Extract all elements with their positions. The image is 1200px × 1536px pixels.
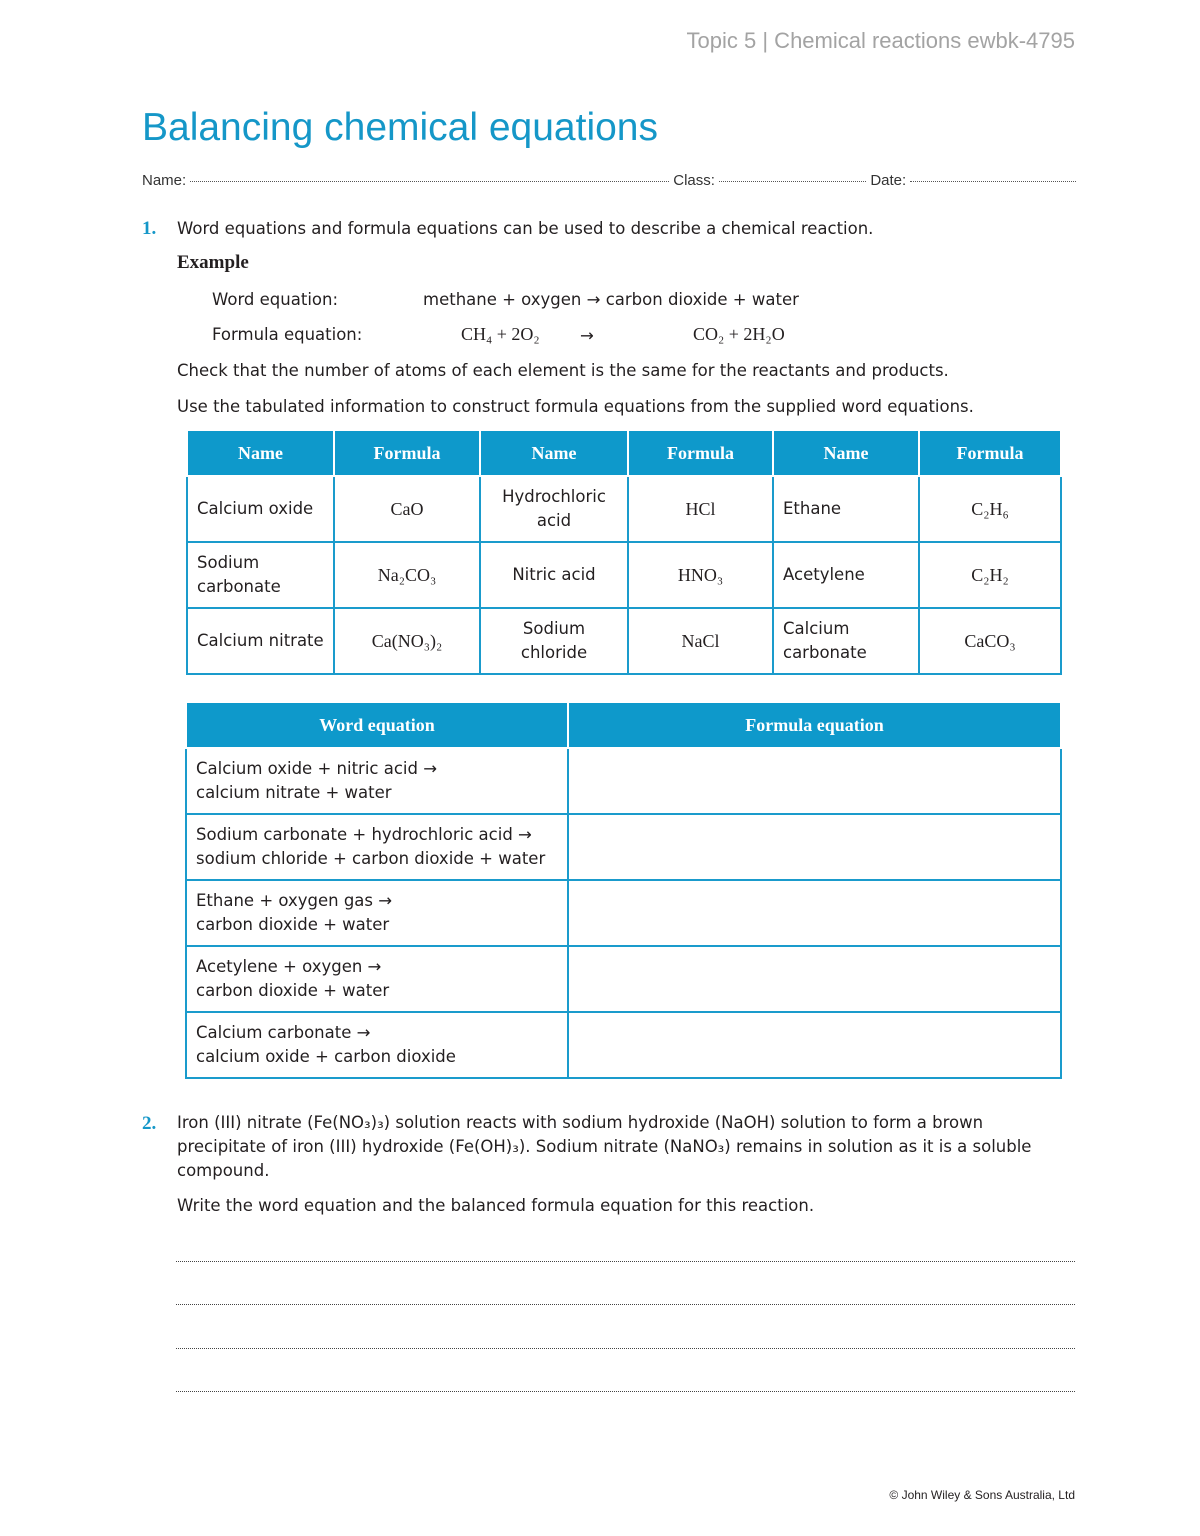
word-equation-line: Ethane + oxygen gas → (196, 891, 393, 910)
answer-line[interactable] (176, 1348, 1075, 1349)
word-equation-line: Sodium carbonate + hydrochloric acid → (196, 825, 532, 844)
table-row (186, 1012, 1061, 1078)
question-2-line: compound. (177, 1161, 270, 1180)
compound-formula: Na₂CO₃ (334, 542, 480, 608)
formula-products: CO₂ + 2H₂O (693, 324, 785, 344)
equation-table-header (186, 702, 1061, 748)
question-2-number: 2. (142, 1113, 157, 1134)
topic-header: Topic 5 | Chemical reactions ewbk-4795 (686, 28, 1075, 53)
table-row (186, 946, 1061, 1012)
word-equation-cell (186, 748, 568, 814)
formula-answer-cell[interactable] (568, 814, 1061, 880)
formula-equation-label: Formula equation: (212, 325, 363, 344)
table-row (186, 748, 1061, 814)
word-equation-cell (186, 1012, 568, 1078)
formula-answer-cell[interactable] (568, 946, 1061, 1012)
col-header-name: Name (187, 430, 334, 476)
word-equation-line: Calcium oxide + nitric acid → (196, 759, 438, 778)
compound-name: Calcium carbonate (773, 608, 919, 674)
reference-table (186, 429, 1062, 675)
word-equation-line: calcium oxide + carbon dioxide (196, 1047, 456, 1066)
compound-formula: HNO₃ (628, 542, 773, 608)
compound-name: Nitric acid (480, 542, 628, 608)
name-field[interactable] (190, 181, 669, 182)
col-header-name: Name (480, 430, 628, 476)
col-header-formula: Formula (919, 430, 1061, 476)
word-equation-line: Acetylene + oxygen → (196, 957, 382, 976)
compound-formula: CaCO₃ (919, 608, 1061, 674)
date-field[interactable] (910, 181, 1076, 182)
name-label: Name: (142, 172, 187, 189)
word-equation-line: carbon dioxide + water (196, 915, 390, 934)
col-header-formula: Formula (334, 430, 480, 476)
compound-name: Calcium nitrate (187, 608, 334, 674)
compound-formula: C₂H₆ (919, 476, 1061, 542)
class-field[interactable] (719, 181, 866, 182)
word-equation-cell (186, 814, 568, 880)
compound-formula: HCl (628, 476, 773, 542)
example-heading: Example (177, 252, 249, 273)
formula-answer-cell[interactable] (568, 748, 1061, 814)
answer-line[interactable] (176, 1391, 1075, 1392)
table-row (186, 880, 1061, 946)
compound-formula: C₂H₂ (919, 542, 1061, 608)
student-details-line (142, 172, 1076, 196)
class-label: Class: (673, 172, 715, 189)
answer-line[interactable] (176, 1304, 1075, 1305)
compound-name: Ethane (773, 476, 919, 542)
table-row (187, 608, 1061, 674)
date-label: Date: (870, 172, 907, 189)
word-equation-line: carbon dioxide + water (196, 981, 390, 1000)
question-1-intro: Word equations and formula equations can be used to describe a chemical reaction. (177, 219, 874, 238)
col-header-name: Name (773, 430, 919, 476)
table-row (187, 476, 1061, 542)
compound-name: Sodium chloride (480, 608, 628, 674)
question-2-line: Iron (III) nitrate (Fe(NO₃)₃) solution reacts with sodium hydroxide (NaOH) solution to form a brown (177, 1113, 984, 1132)
formula-answer-cell[interactable] (568, 1012, 1061, 1078)
word-equation-cell (186, 880, 568, 946)
page-title: Balancing chemical equations (142, 106, 658, 149)
col-header-formula-equation: Formula equation (568, 702, 1061, 748)
word-equation-line: calcium nitrate + water (196, 783, 392, 802)
word-equation-cell (186, 946, 568, 1012)
question-2-instruction: Write the word equation and the balanced formula equation for this reaction. (177, 1196, 815, 1215)
word-equation-label: Word equation: (212, 290, 339, 309)
compound-name: Hydrochloric acid (480, 476, 628, 542)
compound-name: Acetylene (773, 542, 919, 608)
compound-formula: NaCl (628, 608, 773, 674)
table-row (186, 814, 1061, 880)
reference-table-header (187, 430, 1061, 476)
col-header-formula: Formula (628, 430, 773, 476)
compound-name: Sodium carbonate (187, 542, 334, 608)
compound-name: Calcium oxide (187, 476, 334, 542)
word-equation-line: Calcium carbonate → (196, 1023, 371, 1042)
formula-reactants: CH₄ + 2O₂ (461, 324, 540, 344)
answer-line[interactable] (176, 1261, 1075, 1262)
formula-arrow: → (580, 326, 594, 345)
question-1-number: 1. (142, 218, 157, 239)
question-2-line: precipitate of iron (III) hydroxide (Fe(OH)₃). Sodium nitrate (NaNO₃) remains in solution as it is a soluble (177, 1137, 1032, 1156)
compound-formula: Ca(NO₃)₂ (334, 608, 480, 674)
col-header-word-equation: Word equation (186, 702, 568, 748)
check-atoms-text: Check that the number of atoms of each element is the same for the reactants and products. (177, 361, 949, 380)
table-row (187, 542, 1061, 608)
table-instruction: Use the tabulated information to construct formula equations from the supplied word equations. (177, 397, 974, 416)
compound-formula: CaO (334, 476, 480, 542)
copyright-notice: © John Wiley & Sons Australia, Ltd (889, 1488, 1075, 1502)
equation-table (185, 701, 1062, 1079)
word-equation-line: sodium chloride + carbon dioxide + water (196, 849, 546, 868)
word-equation-example: methane + oxygen → carbon dioxide + water (423, 290, 799, 309)
formula-answer-cell[interactable] (568, 880, 1061, 946)
